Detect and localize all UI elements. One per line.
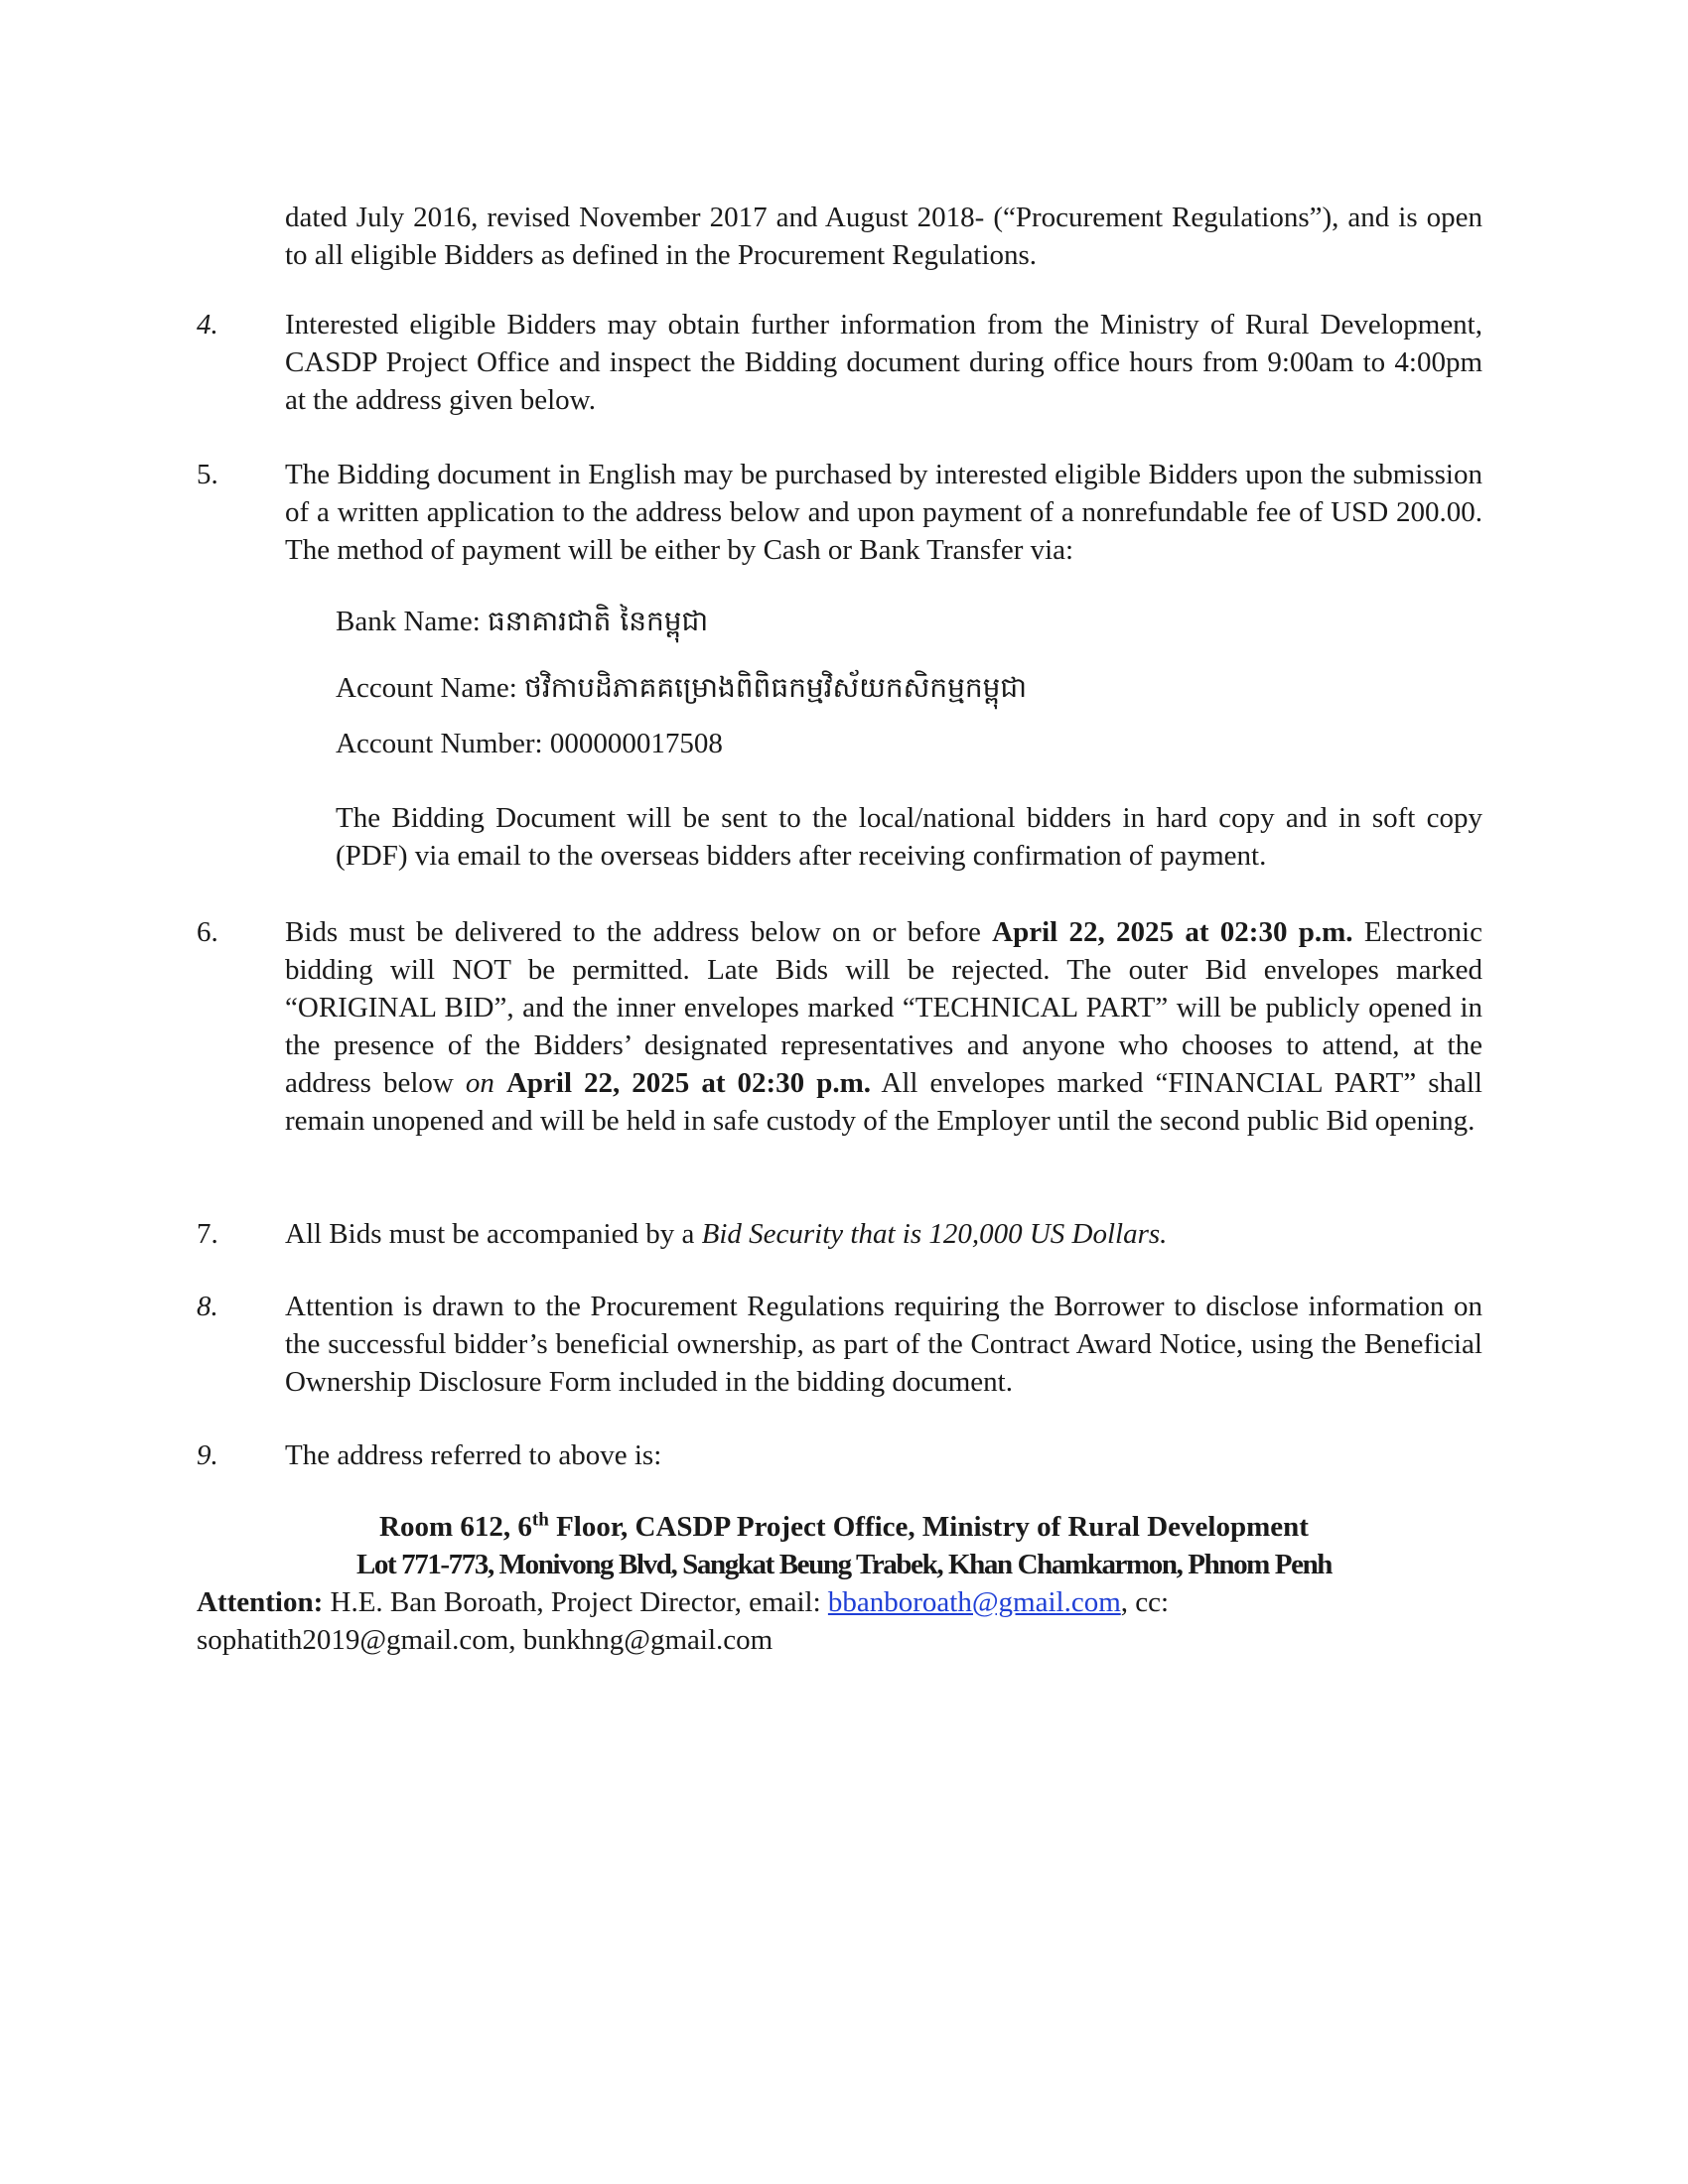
attention-text: H.E. Ban Boroath, Project Director, email: — [323, 1586, 828, 1618]
account-name-value: ថវិកាបដិភាគគម្រោងពិពិធកម្មវិស័យកសិកម្មកម្ពុជា — [524, 671, 1028, 704]
intro-paragraph: dated July 2016, revised November 2017 and August 2018- (“Procurement Regulations”), and is open to all eligible Bidders as defined in the Procurement Regulations. — [285, 202, 1482, 271]
paragraph-6-text: Bids must be delivered to the address below on or before — [285, 916, 993, 948]
account-name-line — [336, 669, 1477, 707]
paragraph-number-8: 8. — [197, 1291, 218, 1322]
attention-line — [197, 1583, 1487, 1621]
paragraph-number-6: 6. — [197, 916, 218, 948]
paragraph-number-9: 9. — [197, 1439, 218, 1471]
cc-label: , cc: — [1120, 1586, 1170, 1618]
bid-security: Bid Security that is 120,000 US Dollars. — [701, 1218, 1168, 1250]
paragraph-8: Attention is drawn to the Procurement Regulations requiring the Borrower to disclose information on the successful bidder’s beneficial ownership, as part of the Contract Award Notice, using the Beneficial Ownership Disclosure Form included in the bidding document. — [285, 1291, 1482, 1398]
delivery-note: The Bidding Document will be sent to the local/national bidders in hard copy and in soft copy (PDF) via email to the overseas bidders after receiving confirmation of payment. — [336, 802, 1482, 872]
account-number-label: Account Number: — [336, 728, 543, 759]
account-number-value: 000000017508 — [549, 728, 723, 759]
bid-deadline: April 22, 2025 at 02:30 p.m. — [992, 916, 1353, 948]
bid-opening-date: April 22, 2025 at 02:30 p.m. — [505, 1067, 871, 1099]
paragraph-number-4: 4. — [197, 309, 218, 341]
paragraph-6-text: Electronic bidding will NOT be permitted. Late Bids will be rejected. The outer Bid envelopes marked “ORIGINAL BID”, and the inner envelopes marked “TECHNICAL PART” will be publicly opened in the presence of the Bidders’ designated representatives and anyone who chooses to attend, at the address below — [285, 916, 1482, 1099]
paragraph-6-text: on — [465, 1067, 494, 1099]
paragraph-6-text: All envelopes marked “FINANCIAL PART” shall remain unopened and will be held in safe custody of the Employer until the second public Bid opening. — [285, 1067, 1482, 1137]
paragraph-6 — [285, 913, 1482, 1140]
account-number-line — [336, 725, 1428, 762]
attention-label: Attention: — [197, 1586, 324, 1618]
paragraph-4: Interested eligible Bidders may obtain further information from the Ministry of Rural Development, CASDP Project Office and inspect the Bidding document during office hours from 9:00am to 4:00pm at the address given below. — [285, 309, 1482, 416]
cc-emails: sophatith2019@gmail.com, bunkhng@gmail.com — [197, 1624, 774, 1656]
address-ordinal: th — [531, 1509, 549, 1531]
account-name-label: Account Name: — [336, 672, 517, 704]
paragraph-number-5: 5. — [197, 459, 218, 490]
paragraph-6-text — [494, 1067, 506, 1099]
paragraph-7 — [285, 1215, 1482, 1253]
paragraph-7-text: All Bids must be accompanied by a — [285, 1218, 702, 1250]
bank-name-line — [336, 603, 1428, 640]
address-room: Room 612, 6 — [379, 1511, 532, 1543]
paragraph-9: The address referred to above is: — [285, 1439, 662, 1471]
bank-name-value: ធនាគារជាតិ នៃកម្ពុជា — [488, 605, 709, 637]
address-line-1 — [199, 1508, 1489, 1546]
address-line-2: Lot 771-773, Monivong Blvd, Sangkat Beung Trabek, Khan Chamkarmon, Phnom Penh — [355, 1549, 1333, 1580]
paragraph-5: The Bidding document in English may be purchased by interested eligible Bidders upon the submission of a written application to the address below and upon payment of a nonrefundable fee of USD 200.00. The method of payment will be either by Cash or Bank Transfer via: — [285, 459, 1482, 566]
paragraph-number-7: 7. — [197, 1218, 218, 1250]
email-link[interactable]: bbanboroath@gmail.com — [827, 1586, 1121, 1618]
bank-name-label: Bank Name: — [336, 606, 481, 637]
address-office: Floor, CASDP Project Office, Ministry of Rural Development — [548, 1511, 1309, 1543]
